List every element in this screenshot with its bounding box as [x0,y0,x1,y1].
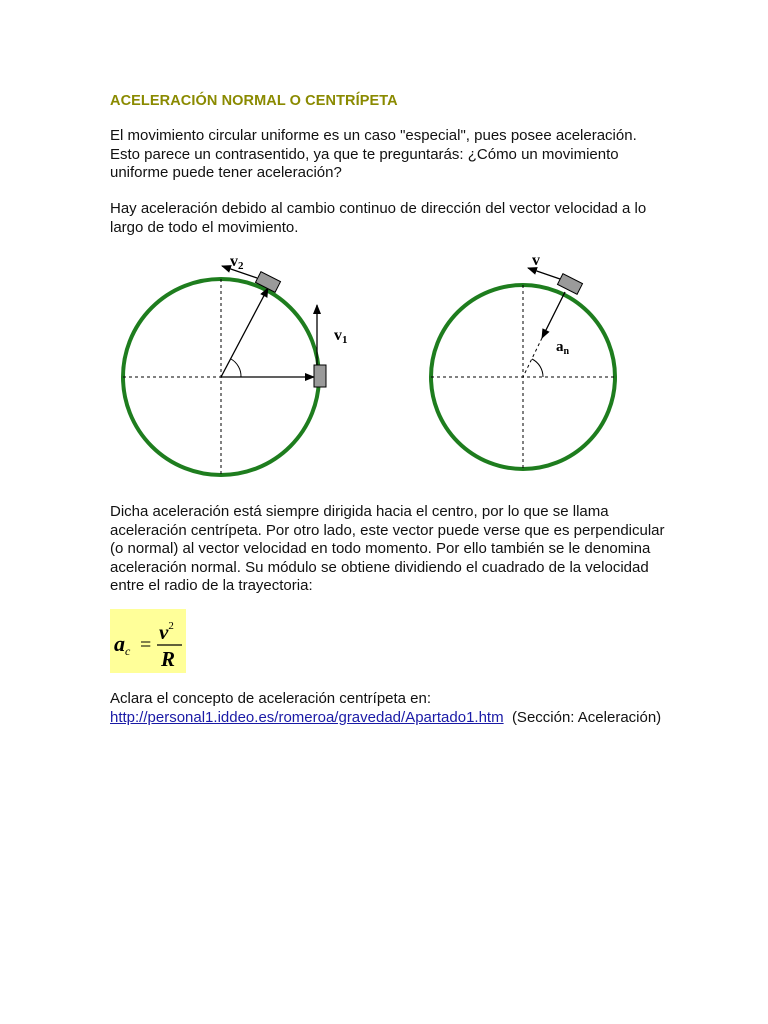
centripetal-acceleration-formula [110,609,186,673]
label-v2-sub: 2 [238,260,244,272]
page-title: ACELERACIÓN NORMAL O CENTRÍPETA [110,93,398,109]
left-angle-arc [231,359,241,377]
circular-motion-diagram [110,248,630,478]
right-v-vector [528,268,560,279]
left-diagram [123,253,348,475]
label-v1-sub: 1 [342,334,348,346]
formula-numerator [159,620,174,644]
label-v2 [230,253,244,272]
label-v1-main: v [334,327,342,344]
left-body-at-v1 [314,365,326,387]
label-an-sub: n [563,346,570,357]
paragraph-intro: El movimiento circular uniforme es un caso "especial", pues posee aceleración. Esto parece un contrasentido, ya que te preguntarás: ¿Cómo un movimiento uniforme puede tener aceleración? [110,127,637,181]
paragraph-reference [110,690,670,727]
formula-lhs [114,631,131,658]
formula-exponent: 2 [168,620,174,632]
formula-lhs-sub: c [125,644,131,658]
left-body-at-v2 [255,272,280,293]
label-an [556,339,570,357]
formula-equals: = [140,634,152,656]
left-radius-to-v2 [221,288,268,377]
label-v1 [334,327,348,346]
right-angle-arc [532,359,543,377]
right-diagram [431,252,615,469]
reference-link[interactable]: http://personal1.iddeo.es/romeroa/gravedad/Apartado1.htm [110,708,504,726]
reference-intro-text: Aclara el concepto de aceleración centrípeta en: [110,690,432,707]
right-radius-line [523,338,542,377]
reference-section-text: (Sección: Aceleración) [511,708,662,726]
label-v2-main: v [230,253,238,270]
formula-lhs-main: a [114,631,125,656]
right-acceleration-vector [542,292,565,338]
formula-numerator-v: v [159,620,169,644]
formula-denominator: R [161,647,176,671]
paragraph-centripetal-explanation: Dicha aceleración está siempre dirigida hacia el centro, por lo que se llama aceleración centrípeta. Por otro lado, este vector puede verse que es perpendicular (o normal) al vector velocidad en todo momento. Por ello también se le denomina aceleración normal. Su módulo se obtiene dividiendo el cuadrado de la velocidad entre el radio de la trayectoria: [110,503,665,594]
paragraph-direction-change: Hay aceleración debido al cambio continuo de dirección del vector velocidad a lo largo de todo el movimiento. [110,200,647,236]
label-v: v [532,252,540,269]
label-an-main: a [556,339,564,355]
